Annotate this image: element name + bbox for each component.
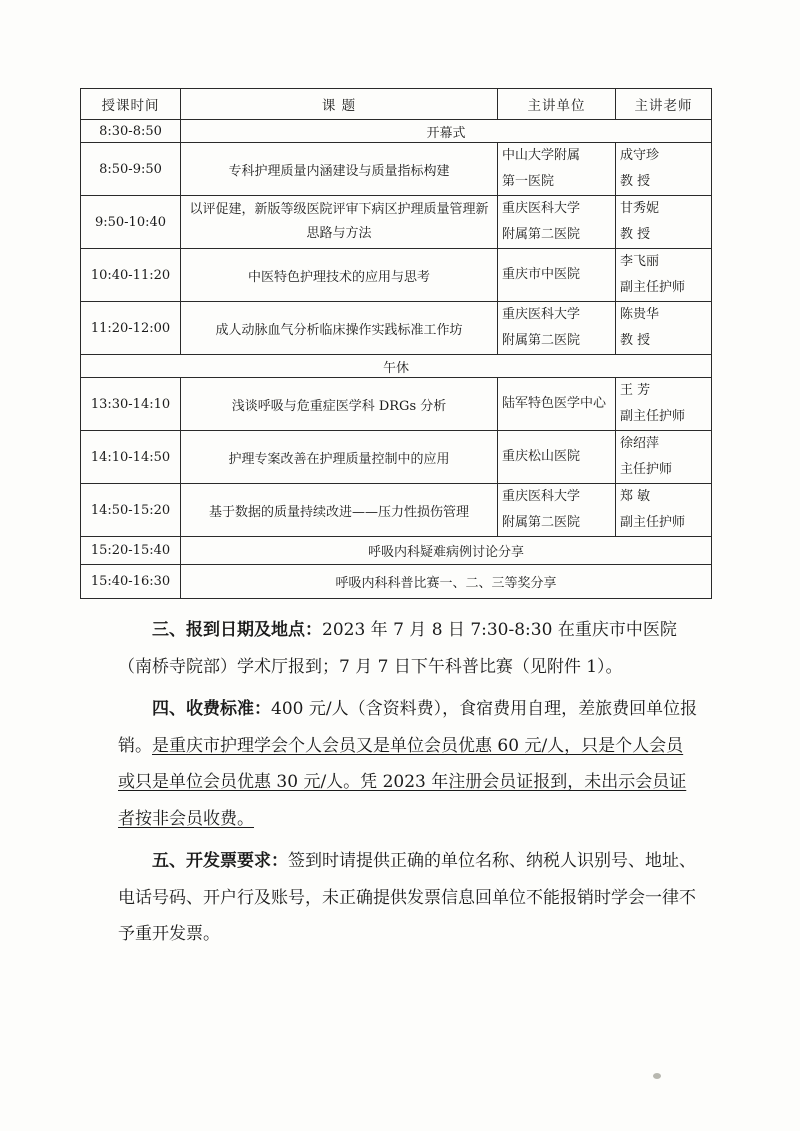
row-unit xyxy=(498,484,616,537)
row-span-text: 呼吸内科科普比赛一、二、三等奖分享 xyxy=(181,565,712,599)
row-time: 11:20-12:00 xyxy=(81,302,181,355)
table-row xyxy=(81,302,712,355)
teacher-title: 教 授 xyxy=(620,227,651,242)
table-row xyxy=(81,378,712,431)
scan-speck xyxy=(653,1073,661,1079)
row-teacher xyxy=(616,196,712,249)
teacher-title: 主任护师 xyxy=(620,462,673,477)
row-teacher xyxy=(616,484,712,537)
section-heading: 五、开发票要求： xyxy=(152,851,288,871)
header-teacher: 主讲老师 xyxy=(616,89,712,120)
row-break-text: 午休 xyxy=(81,355,712,378)
section-invoice xyxy=(118,843,698,953)
row-time: 8:30-8:50 xyxy=(81,120,181,143)
row-span-text: 呼吸内科疑难病例讨论分享 xyxy=(181,537,712,565)
section-text: 签到时请提供正确的单位名称、纳税人识别号、地址、电话号码、开户行及账号，未正确提供发票信息回单位不能报销时学会一律不予重开发票。 xyxy=(118,851,696,944)
teacher-title: 教 授 xyxy=(620,333,651,348)
section-fees xyxy=(118,691,698,837)
unit-line: 中山大学附属 xyxy=(502,148,581,163)
unit-line: 附属第二医院 xyxy=(502,515,581,530)
header-time: 授课时间 xyxy=(81,89,181,120)
row-time: 15:20-15:40 xyxy=(81,537,181,565)
teacher-name: 甘秀妮 xyxy=(620,201,660,216)
schedule-table xyxy=(80,88,712,599)
header-topic: 课 题 xyxy=(181,89,498,120)
row-unit xyxy=(498,249,616,302)
table-row xyxy=(81,249,712,302)
row-time: 14:10-14:50 xyxy=(81,431,181,484)
unit-line: 重庆市中医院 xyxy=(502,267,581,282)
row-topic: 专科护理质量内涵建设与质量指标构建 xyxy=(181,143,498,196)
unit-line: 重庆松山医院 xyxy=(502,449,581,464)
row-topic: 中医特色护理技术的应用与思考 xyxy=(181,249,498,302)
teacher-name: 陈贵华 xyxy=(620,307,660,322)
row-time: 10:40-11:20 xyxy=(81,249,181,302)
teacher-name: 王 芳 xyxy=(620,383,651,398)
table-row xyxy=(81,431,712,484)
row-topic: 基于数据的质量持续改进——压力性损伤管理 xyxy=(181,484,498,537)
table-row xyxy=(81,565,712,599)
row-unit xyxy=(498,302,616,355)
row-unit xyxy=(498,378,616,431)
row-teacher xyxy=(616,143,712,196)
row-teacher xyxy=(616,302,712,355)
table-row xyxy=(81,537,712,565)
row-teacher xyxy=(616,249,712,302)
row-span-text: 开幕式 xyxy=(181,120,712,143)
row-time: 14:50-15:20 xyxy=(81,484,181,537)
table-row xyxy=(81,355,712,378)
row-time: 15:40-16:30 xyxy=(81,565,181,599)
unit-line: 附属第二医院 xyxy=(502,227,581,242)
section-heading: 四、收费标准： xyxy=(152,699,271,719)
header-unit: 主讲单位 xyxy=(498,89,616,120)
row-teacher xyxy=(616,431,712,484)
table-row xyxy=(81,196,712,249)
teacher-title: 副主任护师 xyxy=(620,515,686,530)
table-row xyxy=(81,484,712,537)
teacher-name: 成守珍 xyxy=(620,148,660,163)
row-unit xyxy=(498,196,616,249)
teacher-name: 徐绍萍 xyxy=(620,436,660,451)
section-heading: 三、报到日期及地点： xyxy=(152,620,322,640)
member-discount-text: 是重庆市护理学会个人会员又是单位会员优惠 60 元/人，只是个人会员或只是单位会员优惠 30 元/人。凭 2023 年注册会员证报到，未出示会员证者按非会员收费。 xyxy=(118,735,687,829)
body-text xyxy=(118,612,698,953)
row-unit xyxy=(498,431,616,484)
row-time: 8:50-9:50 xyxy=(81,143,181,196)
teacher-title: 副主任护师 xyxy=(620,280,686,295)
section-text: 400 元/人（含资料费），食宿费用自理，差旅费回单位报销。 xyxy=(118,699,698,756)
unit-line: 重庆医科大学 xyxy=(502,489,581,504)
unit-line: 第一医院 xyxy=(502,174,555,189)
section-registration xyxy=(118,612,698,685)
teacher-name: 李飞丽 xyxy=(620,254,660,269)
row-topic: 以评促建，新版等级医院评审下病区护理质量管理新思路与方法 xyxy=(181,196,498,249)
row-time: 9:50-10:40 xyxy=(81,196,181,249)
section-text: 2023 年 7 月 8 日 7:30-8:30 在重庆市中医院（南桥寺院部）学术厅报到；7 月 7 日下午科普比赛（见附件 1）。 xyxy=(118,620,677,677)
unit-line: 附属第二医院 xyxy=(502,333,581,348)
unit-line: 陆军特色医学中心 xyxy=(502,396,607,411)
table-row xyxy=(81,120,712,143)
row-teacher xyxy=(616,378,712,431)
unit-line: 重庆医科大学 xyxy=(502,307,581,322)
table-header-row xyxy=(81,89,712,120)
row-topic: 浅谈呼吸与危重症医学科 DRGs 分析 xyxy=(181,378,498,431)
table-row xyxy=(81,143,712,196)
row-time: 13:30-14:10 xyxy=(81,378,181,431)
row-unit xyxy=(498,143,616,196)
teacher-title: 教 授 xyxy=(620,174,651,189)
teacher-name: 郑 敏 xyxy=(620,489,651,504)
teacher-title: 副主任护师 xyxy=(620,409,686,424)
row-topic: 成人动脉血气分析临床操作实践标准工作坊 xyxy=(181,302,498,355)
row-topic: 护理专案改善在护理质量控制中的应用 xyxy=(181,431,498,484)
unit-line: 重庆医科大学 xyxy=(502,201,581,216)
